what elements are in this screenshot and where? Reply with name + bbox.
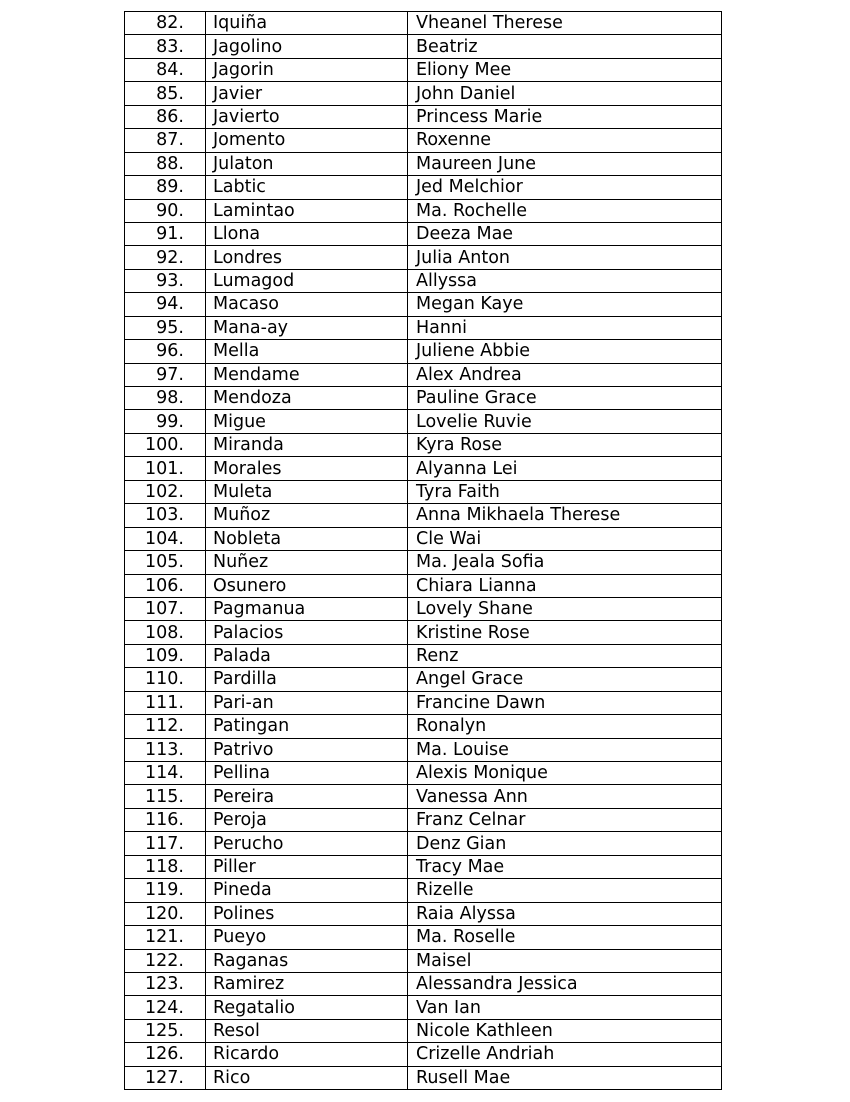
table-row [125,879,722,902]
row-number: 105. [125,551,206,574]
first-name-cell: Rusell Mae [408,1066,722,1089]
row-number: 87. [125,129,206,152]
first-name-cell: Chiara Lianna [408,574,722,597]
row-number: 84. [125,58,206,81]
table-row [125,176,722,199]
row-number: 100. [125,433,206,456]
table-row [125,82,722,105]
table-row [125,949,722,972]
first-name-cell: Megan Kaye [408,293,722,316]
first-name-cell: Anna Mikhaela Therese [408,504,722,527]
row-number: 103. [125,504,206,527]
name-list-table [124,11,722,1090]
row-number: 109. [125,644,206,667]
last-name-cell: Raganas [206,949,408,972]
row-number: 118. [125,855,206,878]
row-number: 119. [125,879,206,902]
table-row [125,996,722,1019]
last-name-cell: Jagorin [206,58,408,81]
last-name-cell: Londres [206,246,408,269]
table-row [125,129,722,152]
row-number: 104. [125,527,206,550]
first-name-cell: Cle Wai [408,527,722,550]
last-name-cell: Pellina [206,762,408,785]
table-row [125,574,722,597]
row-number: 123. [125,972,206,995]
table-row [125,269,722,292]
row-number: 121. [125,926,206,949]
table-row [125,105,722,128]
last-name-cell: Ricardo [206,1043,408,1066]
first-name-cell: Van Ian [408,996,722,1019]
table-row [125,246,722,269]
row-number: 86. [125,105,206,128]
last-name-cell: Rico [206,1066,408,1089]
row-number: 94. [125,293,206,316]
table-row [125,715,722,738]
table-row [125,363,722,386]
table-row [125,410,722,433]
last-name-cell: Piller [206,855,408,878]
row-number: 82. [125,12,206,35]
first-name-cell: Juliene Abbie [408,340,722,363]
table-row [125,480,722,503]
row-number: 111. [125,691,206,714]
first-name-cell: Alyanna Lei [408,457,722,480]
table-row [125,316,722,339]
last-name-cell: Javier [206,82,408,105]
last-name-cell: Patingan [206,715,408,738]
first-name-cell: Julia Anton [408,246,722,269]
row-number: 127. [125,1066,206,1089]
first-name-cell: Kristine Rose [408,621,722,644]
first-name-cell: Denz Gian [408,832,722,855]
first-name-cell: Princess Marie [408,105,722,128]
first-name-cell: Jed Melchior [408,176,722,199]
first-name-cell: Vheanel Therese [408,12,722,35]
last-name-cell: Morales [206,457,408,480]
table-row [125,621,722,644]
row-number: 91. [125,222,206,245]
table-row [125,340,722,363]
row-number: 116. [125,808,206,831]
last-name-cell: Jagolino [206,35,408,58]
table-row [125,387,722,410]
last-name-cell: Mella [206,340,408,363]
last-name-cell: Mendoza [206,387,408,410]
table-row [125,691,722,714]
table-row [125,1019,722,1042]
first-name-cell: Francine Dawn [408,691,722,714]
row-number: 88. [125,152,206,175]
last-name-cell: Mendame [206,363,408,386]
table-row [125,35,722,58]
last-name-cell: Nuñez [206,551,408,574]
last-name-cell: Javierto [206,105,408,128]
last-name-cell: Perucho [206,832,408,855]
first-name-cell: Ma. Jeala Sofia [408,551,722,574]
row-number: 124. [125,996,206,1019]
row-number: 90. [125,199,206,222]
row-number: 102. [125,480,206,503]
table-row [125,902,722,925]
last-name-cell: Osunero [206,574,408,597]
row-number: 83. [125,35,206,58]
last-name-cell: Palada [206,644,408,667]
table-row [125,668,722,691]
table-row [125,926,722,949]
table-row [125,1043,722,1066]
last-name-cell: Pagmanua [206,597,408,620]
last-name-cell: Pineda [206,879,408,902]
first-name-cell: Roxenne [408,129,722,152]
first-name-cell: Allyssa [408,269,722,292]
table-row [125,832,722,855]
row-number: 122. [125,949,206,972]
first-name-cell: Maureen June [408,152,722,175]
table-row [125,527,722,550]
first-name-cell: Vanessa Ann [408,785,722,808]
first-name-cell: Eliony Mee [408,58,722,81]
last-name-cell: Lamintao [206,199,408,222]
row-number: 93. [125,269,206,292]
first-name-cell: Renz [408,644,722,667]
table-row [125,1066,722,1089]
last-name-cell: Pardilla [206,668,408,691]
row-number: 106. [125,574,206,597]
first-name-cell: Tyra Faith [408,480,722,503]
name-list-body [125,12,722,1090]
first-name-cell: Alexis Monique [408,762,722,785]
first-name-cell: Franz Celnar [408,808,722,831]
first-name-cell: Nicole Kathleen [408,1019,722,1042]
table-row [125,152,722,175]
table-row [125,457,722,480]
row-number: 108. [125,621,206,644]
first-name-cell: Crizelle Andriah [408,1043,722,1066]
last-name-cell: Miranda [206,433,408,456]
last-name-cell: Palacios [206,621,408,644]
row-number: 99. [125,410,206,433]
first-name-cell: Angel Grace [408,668,722,691]
table-row [125,855,722,878]
first-name-cell: Beatriz [408,35,722,58]
row-number: 107. [125,597,206,620]
last-name-cell: Resol [206,1019,408,1042]
table-row [125,808,722,831]
first-name-cell: Lovely Shane [408,597,722,620]
last-name-cell: Migue [206,410,408,433]
first-name-cell: Alessandra Jessica [408,972,722,995]
first-name-cell: Lovelie Ruvie [408,410,722,433]
last-name-cell: Pueyo [206,926,408,949]
row-number: 98. [125,387,206,410]
row-number: 126. [125,1043,206,1066]
row-number: 95. [125,316,206,339]
row-number: 117. [125,832,206,855]
table-row [125,972,722,995]
last-name-cell: Peroja [206,808,408,831]
last-name-cell: Lumagod [206,269,408,292]
last-name-cell: Julaton [206,152,408,175]
table-row [125,433,722,456]
table-row [125,293,722,316]
first-name-cell: John Daniel [408,82,722,105]
last-name-cell: Nobleta [206,527,408,550]
first-name-cell: Ronalyn [408,715,722,738]
last-name-cell: Muñoz [206,504,408,527]
first-name-cell: Ma. Roselle [408,926,722,949]
first-name-cell: Tracy Mae [408,855,722,878]
row-number: 89. [125,176,206,199]
table-row [125,762,722,785]
last-name-cell: Macaso [206,293,408,316]
row-number: 92. [125,246,206,269]
last-name-cell: Regatalio [206,996,408,1019]
table-row [125,504,722,527]
table-row [125,58,722,81]
last-name-cell: Muleta [206,480,408,503]
row-number: 112. [125,715,206,738]
table-row [125,12,722,35]
last-name-cell: Labtic [206,176,408,199]
first-name-cell: Pauline Grace [408,387,722,410]
last-name-cell: Polines [206,902,408,925]
first-name-cell: Alex Andrea [408,363,722,386]
row-number: 101. [125,457,206,480]
last-name-cell: Iquiña [206,12,408,35]
table-row [125,597,722,620]
row-number: 120. [125,902,206,925]
table-row [125,738,722,761]
row-number: 114. [125,762,206,785]
row-number: 113. [125,738,206,761]
first-name-cell: Deeza Mae [408,222,722,245]
row-number: 125. [125,1019,206,1042]
first-name-cell: Hanni [408,316,722,339]
table-row [125,644,722,667]
last-name-cell: Patrivo [206,738,408,761]
row-number: 110. [125,668,206,691]
last-name-cell: Pari-an [206,691,408,714]
first-name-cell: Raia Alyssa [408,902,722,925]
last-name-cell: Jomento [206,129,408,152]
last-name-cell: Pereira [206,785,408,808]
row-number: 97. [125,363,206,386]
row-number: 96. [125,340,206,363]
table-row [125,551,722,574]
first-name-cell: Maisel [408,949,722,972]
first-name-cell: Kyra Rose [408,433,722,456]
row-number: 85. [125,82,206,105]
first-name-cell: Rizelle [408,879,722,902]
last-name-cell: Mana-ay [206,316,408,339]
table-row [125,222,722,245]
table-row [125,199,722,222]
last-name-cell: Llona [206,222,408,245]
row-number: 115. [125,785,206,808]
table-row [125,785,722,808]
first-name-cell: Ma. Rochelle [408,199,722,222]
last-name-cell: Ramirez [206,972,408,995]
first-name-cell: Ma. Louise [408,738,722,761]
